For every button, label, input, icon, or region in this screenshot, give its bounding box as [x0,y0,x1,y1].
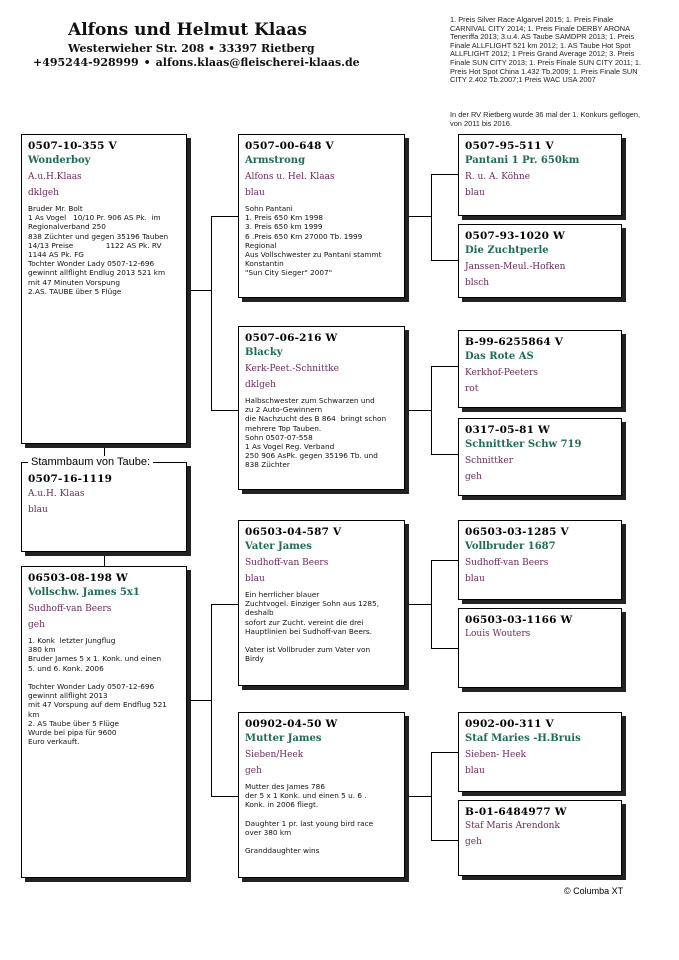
connector-line [405,796,432,797]
connector-line [431,560,432,648]
pigeon-notes [28,636,180,746]
note-line: Regional [245,240,277,250]
pigeon-name: Das Rote AS [465,351,534,362]
pigeon-name: Mutter James [245,733,322,744]
breeder: Sudhoff-van Beers [28,604,112,614]
pigeon-color: blau [245,188,265,198]
connector-line [211,796,238,797]
note-line [245,837,398,846]
ring-number: 00902-04-50 W [245,718,338,730]
pigeon-name: Vollschw. James 5x1 [28,587,140,598]
copyright-text: © Columba XT [564,886,624,896]
pigeon-name: Vater James [245,541,312,552]
pigeon-color: geh [465,472,482,482]
note-line: Tochter Wonder Lady 0507-12-696 [28,682,155,692]
breeder: Sieben/Heek [245,750,304,760]
note-line: 14/13 Preise 1122 AS Pk. RV [28,240,162,250]
connector-line [431,174,458,175]
pigeon-color: geh [245,766,262,776]
pigeon-color: geh [28,620,45,630]
pigeon-color: blau [28,505,48,515]
ring-number: 06503-03-1166 W [465,614,573,626]
note-line: Bruder James 5 x 1. Konk. und einen [28,654,162,664]
note-line: over 380 km [245,828,292,838]
connector-line [405,604,432,605]
ring-number: 0507-10-355 V [28,140,117,152]
note-line: Vater ist Vollbruder zum Vater von [245,645,371,655]
ring-number: 0507-06-216 W [245,332,338,344]
note-line: gewinnt allflight Endlug 2013 521 km [28,268,166,278]
breeder: Kerk-Peet.-Schnittke [245,364,339,374]
pigeon-notes [245,396,398,470]
pedigree-label: Stammbaum von Taube: [28,456,153,468]
connector-line [211,410,238,411]
note-line: gewinnt allflight 2013 [28,691,108,701]
note-line: zu 2 Auto-Gewinnern [245,405,323,415]
connector-line [104,552,105,566]
ring-number: 0507-93-1020 W [465,230,566,242]
ring-number: B-99-6255864 V [465,336,564,348]
breeder: Louis Wouters [465,629,531,639]
ancestor-card-mmf [458,712,622,792]
breeder-contact [33,56,360,69]
breeder: A.u.H. Klaas [28,489,85,499]
note-line: Sohn 0507-07-558 [245,432,313,442]
note-line: mit 47 Minuten Vorspung [28,277,120,287]
sire-dam-card [238,326,405,490]
connector-line [405,216,432,217]
contact-separator: • [143,56,151,69]
pigeon-color: blau [465,188,485,198]
ring-number: 0902-00-311 V [465,718,554,730]
note-line: die Nachzucht des B 864 bringt schon [245,414,387,424]
note-line: Bruder Mr. Bolt [28,204,83,213]
note-line: Zuchtvogel. Einziger Sohn aus 1285, [245,599,380,609]
pigeon-color: blau [245,574,265,584]
pigeon-name: Wonderboy [28,155,91,166]
note-line: Hauptlinien bei Sudhoff-van Beers. [245,626,372,636]
connector-line [431,752,432,840]
note-line [245,810,398,819]
note-line [245,636,398,645]
breeder: Sieben- Heek [465,750,527,760]
ancestor-card-fff [458,134,622,216]
note-line: der 5 x 1 Konk. und einen 5 u. 6 . [245,791,367,801]
breeder: Kerkhof-Peeters [465,368,538,378]
note-line: Regionalverband 250 [28,222,106,232]
pigeon-name: Pantani 1 Pr. 650km [465,155,580,166]
note-line: 2.AS. TAUBE über 5 Flüge [28,286,122,296]
pigeon-notes [245,204,398,278]
ring-number: 06503-03-1285 V [465,526,569,538]
pigeon-name: Armstrong [245,155,306,166]
subject-card [21,462,187,552]
ring-number: 06503-04-587 V [245,526,342,538]
pigeon-color: blsch [465,278,490,288]
dam-sire-card [238,520,405,686]
note-line: Euro verkauft. [28,737,80,747]
ancestor-card-ffm [458,224,622,298]
note-line: Ein herrlicher blauer [245,590,320,599]
awards-text: 1. Preis Silver Race Algarvel 2015; 1. Preis Finale CARNIVAL CITY 2014; 1. Preis Finale DERBY ARONA Teneriffa 2013; 3.u.4. AS Taube SAMDPR 2013; 1. Preis Finale ALLFLIGHT 521 km 2012; 1. AS Taube Hot Spot ALLFLIGHT 2012; 1 Preis Grand Average 2012; 3. Preis Finale SUN CITY 2013; 1. Preis Finale SUN CITY 2011; 1. Preis Hot Spot China 1.432 Tb.2009; 1. Preis Finale SUN CITY 2.402 Tb.2007;1 Preis WAC USA 2007 [450,15,642,85]
ring-number: 0507-16-1119 [28,473,113,485]
breeder: Sudhoff-van Beers [465,558,549,568]
connector-line [431,560,458,561]
father-card [21,134,187,444]
breeder: Janssen-Meul.-Hofken [465,262,566,272]
ancestor-card-mmm [458,800,622,876]
note-line: mit 47 Vorspung auf dem Endflug 521 [28,700,167,710]
connector-line [431,366,458,367]
note-line: 6 .Preis 650 Km 27000 Tb. 1999 [245,231,363,241]
pigeon-name: Die Zuchtperle [465,245,549,256]
ancestor-card-fmm [458,418,622,496]
connector-line [187,700,212,701]
note-line: 250 906 AsPk. gegen 35196 Tb. und [245,451,378,461]
pigeon-color: rot [465,384,479,394]
note-line: deshalb [245,608,274,618]
note-line: Wurde bei pipa für 9600 [28,728,117,738]
note-line: Halbschwester zum Schwarzen und [245,396,375,405]
connector-line [431,366,432,454]
pigeon-name: Staf Maries -H.Bruis [465,733,581,744]
pigeon-notes [28,204,180,296]
sire-sire-card [238,134,405,298]
breeder: R. u. A. Köhne [465,172,531,182]
connector-line [405,410,432,411]
pigeon-notes [245,782,398,856]
connector-line [431,454,458,455]
note-line: Mutter des James 786 [245,782,325,791]
note-line: 1 As Vogel Reg. Verband [245,442,335,452]
awards-note: In der RV Rietberg wurde 36 mal der 1. Konkurs geflogen, von 2011 bis 2016. [450,110,641,128]
breeder-name: Alfons und Helmut Klaas [68,20,307,40]
ancestor-card-mff [458,520,622,600]
breeder: Schnittker [465,456,513,466]
note-line: Daughter 1 pr. last young bird race [245,818,374,828]
connector-line [211,604,212,796]
note-line: 1 As Vogel 10/10 Pr. 906 AS Pk. im [28,213,161,223]
connector-line [431,840,458,841]
ring-number: 06503-08-198 W [28,572,129,584]
phone-number: +495244-928999 [33,56,139,69]
note-line: 5. und 6. Konk. 2006 [28,663,104,673]
pigeon-name: Schnittker Schw 719 [465,439,582,450]
pigeon-notes [245,590,398,664]
note-line: km [28,709,40,719]
connector-line [431,260,458,261]
connector-line [187,290,212,291]
breeder: Staf Maris Arendonk [465,821,560,831]
breeder: Alfons u. Hel. Klaas [245,172,335,182]
note-line: 2. AS Taube über 5 Flüge [28,718,120,728]
breeder: A.u.H.Klaas [28,172,82,182]
connector-line [431,752,458,753]
note-line: sofort zur Zucht. vereint die drei [245,617,364,627]
note-line: Tochter Wonder Lady 0507-12-696 [28,259,155,269]
note-line: Konk. in 2006 fliegt. [245,800,319,810]
mother-card [21,566,187,878]
note-line: Granddaughter wins [245,846,320,856]
pigeon-color: dklgeh [245,380,276,390]
connector-line [431,648,458,649]
note-line: Sohn Pantani [245,204,293,213]
note-line: 1144 AS Pk. FG [28,250,84,260]
pigeon-name: Vollbruder 1687 [465,541,556,552]
note-line: 1. Konk letzter Jungflug [28,636,116,645]
connector-line [431,174,432,260]
connector-line [211,216,238,217]
note-line: mehrere Top Tauben. [245,423,322,433]
note-line [28,673,180,682]
note-line: 838 Züchter und gegen 35196 Tauben [28,231,169,241]
ancestor-card-mfm [458,608,622,688]
ancestor-card-fmf [458,330,622,408]
email-address[interactable]: alfons.klaas@fleischerei-klaas.de [155,56,360,69]
pigeon-color: blau [465,574,485,584]
pigeon-color: dklgeh [28,188,59,198]
note-line: "Sun City Sieger" 2007" [245,268,333,278]
breeder-address: Westerwieher Str. 208 • 33397 Rietberg [68,42,315,55]
ring-number: 0507-00-648 V [245,140,334,152]
pigeon-color: geh [465,837,482,847]
note-line: 838 Züchter [245,460,290,470]
ring-number: B-01-6484977 W [465,806,567,818]
note-line: Birdy [245,654,264,664]
note-line: 1. Preis 650 Km 1998 [245,213,324,223]
pigeon-color: blau [465,766,485,776]
connector-line [211,216,212,410]
ring-number: 0507-95-511 V [465,140,554,152]
pigeon-name: Blacky [245,347,283,358]
note-line: Konstantin [245,259,284,269]
note-line: Aus Vollschwester zu Pantani stammt [245,250,382,260]
ring-number: 0317-05-81 W [465,424,551,436]
breeder: Sudhoff-van Beers [245,558,329,568]
dam-dam-card [238,712,405,878]
connector-line [211,604,238,605]
note-line: 3. Preis 650 km 1999 [245,222,323,232]
note-line: 380 km [28,645,56,655]
